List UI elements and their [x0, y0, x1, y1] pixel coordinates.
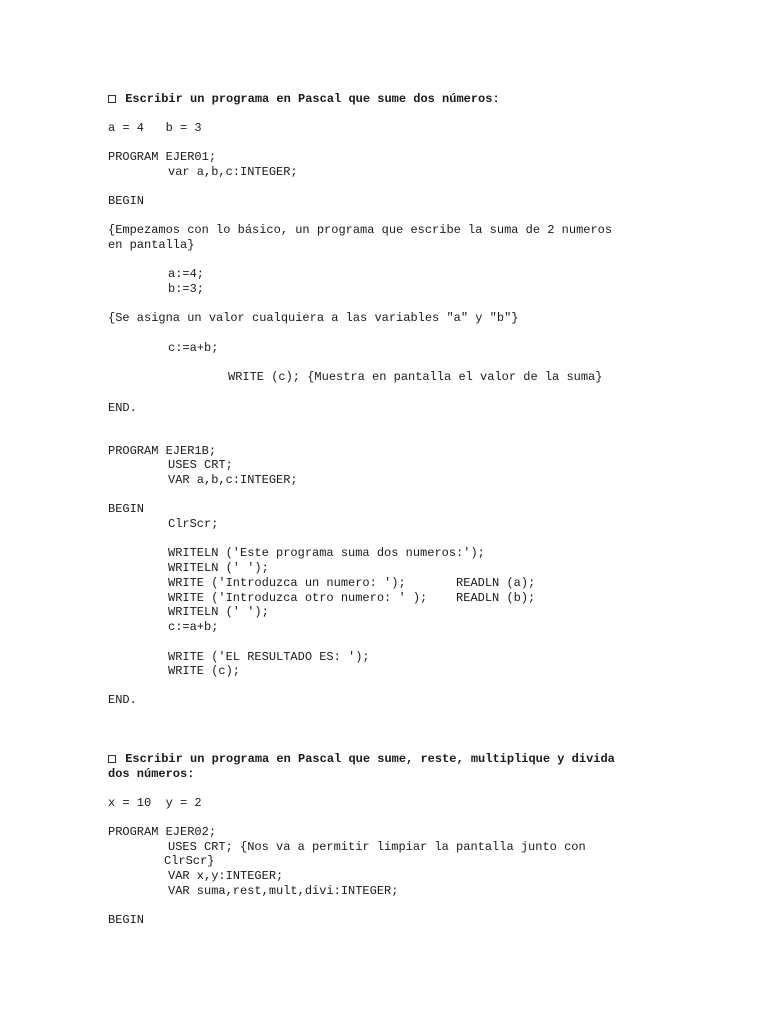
code-line: WRITE (c); {Muestra en pantalla el valor de la suma} [228, 370, 603, 384]
code-line: WRITE (c); [168, 664, 241, 678]
var-declaration: VAR x,y:INTEGER; [168, 869, 284, 883]
checkbox-bullet-icon [108, 755, 116, 763]
heading-text: dos números: [108, 767, 195, 781]
end-keyword: END. [108, 401, 137, 415]
comment-line: en pantalla} [108, 238, 195, 252]
var-declaration: var a,b,c:INTEGER; [168, 165, 298, 179]
comment-line: {Empezamos con lo básico, un programa que escribe la suma de 2 numeros [108, 223, 613, 237]
code-line: WRITE ('Introduzca un numero: '); READLN (a); [168, 576, 536, 590]
comment-line: {Se asigna un valor cualquiera a las variables "a" y "b"} [108, 311, 519, 325]
begin-keyword: BEGIN [108, 913, 145, 927]
uses-declaration: USES CRT; {Nos va a permitir limpiar la pantalla junto con [168, 840, 586, 854]
var-declaration: VAR suma,rest,mult,divi:INTEGER; [168, 884, 399, 898]
section-heading-2 [108, 752, 615, 766]
begin-keyword: BEGIN [108, 194, 145, 208]
code-line: c:=a+b; [168, 620, 219, 634]
uses-declaration: ClrScr} [164, 854, 215, 868]
program-header: PROGRAM EJER02; [108, 825, 217, 839]
code-line: ClrScr; [168, 517, 219, 531]
program-header: PROGRAM EJER1B; [108, 444, 217, 458]
section-heading-1 [108, 92, 500, 106]
code-line: WRITE ('EL RESULTADO ES: '); [168, 650, 370, 664]
code-line: c:=a+b; [168, 341, 219, 355]
heading-text: Escribir un programa en Pascal que sume dos números: [125, 92, 500, 106]
heading-text: Escribir un programa en Pascal que sume, reste, multiplique y divida [125, 752, 615, 766]
checkbox-bullet-icon [108, 95, 116, 103]
code-line: WRITELN ('Este programa suma dos numeros:'); [168, 546, 485, 560]
begin-keyword: BEGIN [108, 502, 145, 516]
program-header: PROGRAM EJER01; [108, 150, 217, 164]
code-line: WRITELN (' '); [168, 561, 269, 575]
code-line: a:=4; [168, 267, 205, 281]
code-line: b:=3; [168, 282, 205, 296]
values-line-2: x = 10 y = 2 [108, 796, 202, 810]
end-keyword: END. [108, 693, 137, 707]
values-line-1: a = 4 b = 3 [108, 121, 202, 135]
var-declaration: VAR a,b,c:INTEGER; [168, 473, 298, 487]
uses-declaration: USES CRT; [168, 458, 233, 472]
code-line: WRITELN (' '); [168, 605, 269, 619]
code-line: WRITE ('Introduzca otro numero: ' ); READLN (b); [168, 591, 536, 605]
